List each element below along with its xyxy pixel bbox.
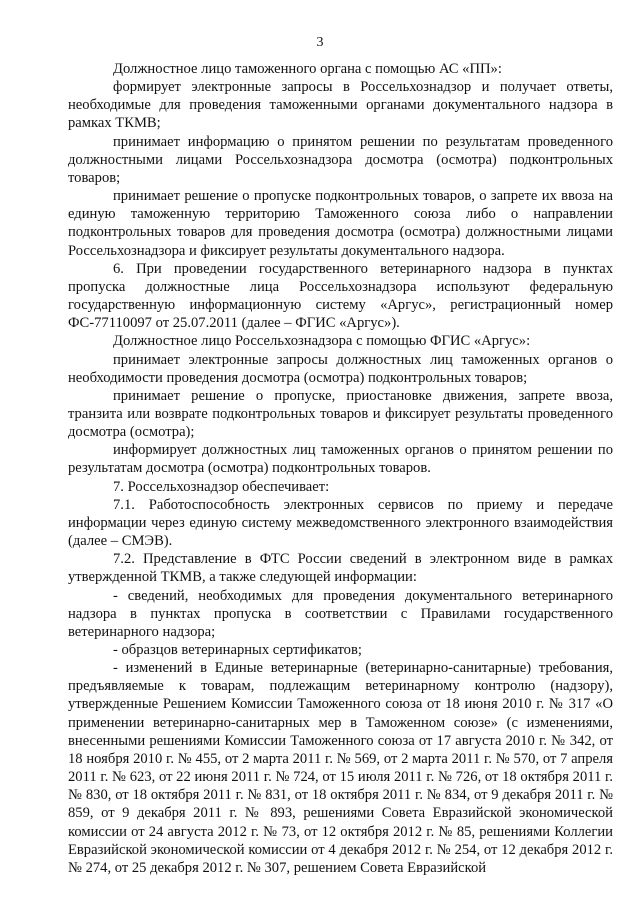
paragraph: - сведений, необходимых для проведения документального ветеринарного надзора в пунктах пропуска в соответствии с Правилами государственного ветеринарного надзора; [68,587,613,640]
paragraph: информирует должностных лиц таможенных органов о принятом решении по результатам досмотра (осмотра) подконтрольных товаров. [68,442,613,477]
paragraph: - образцов ветеринарных сертификатов; [113,642,362,658]
paragraph: принимает информацию о принятом решении по результатам проведенного должностными лицами Россельхознадзора досмотра (осмотра) подконтрольных товаров; [68,133,613,186]
paragraph: принимает электронные запросы должностных лиц таможенных органов о необходимости проведения досмотра (осмотра) подконтрольных товаров; [68,351,613,386]
document-body [68,60,613,877]
paragraph: принимает решение о пропуске, приостановке движения, запрете ввоза, транзита или возврате подконтрольных товаров и фиксирует результаты проведенного досмотра (осмотра); [68,387,613,441]
paragraph: 7.1. Работоспособность электронных сервисов по приему и передаче информации через единую систему межведомственного электронного взаимодействия (далее – СМЭВ). [68,496,613,550]
paragraph: 6. При проведении государственного ветеринарного надзора в пунктах пропуска должностные лица Россельхознадзора используют федеральную государственную информационную систему «Аргус», регистрационный номер ФС-77110097 от 25.07.2011 (далее – ФГИС «Аргус»). [68,260,613,332]
paragraph: 7. Россельхознадзор обеспечивает: [113,478,330,495]
paragraph: формирует электронные запросы в Россельхознадзор и получает ответы, необходимые для проведения таможенными органами документального надзора в рамках ТКМВ; [68,79,613,132]
paragraph: Должностное лицо Россельхознадзора с помощью ФГИС «Аргус»: [113,333,531,350]
paragraph: Должностное лицо таможенного органа с помощью АС «ПП»: [113,61,502,77]
paragraph: - изменений в Единые ветеринарные (ветеринарно-санитарные) требования, предъявляемые к товарам, подлежащим ветеринарному контролю (надзору), утвержденные Решением Комиссии Таможенного союза от 18 июня 2010 г. № 317 «О применении ветеринарно-санитарных мер в Таможенном союзе» (с изменениями, внесенными решениями Комиссии Таможенного союза от 17 августа 2010 г. № 342, от 18 ноября 2010 г. № 455, от 2 марта 2011 г. № 569, от 2 марта 2011 г. № 570, от 7 апреля 2011 г. № 623, от 22 июня 2011 г. № 724, от 15 июля 2011 г. № 726, от 18 октября 2011 г. № 830, от 18 октября 2011 г. № 831, от 18 октября 2011 г. № 834, от 9 декабря 2011 г. № 859, от 9 декабря 2011 г. № 893, решениями Совета Евразийской экономической комиссии от 24 августа 2012 г. № 73, от 12 октября 2012 г. № 85, решениями Коллегии Евразийской экономической комиссии от 4 декабря 2012 г. № 254, от 12 декабря 2012 г. № 274, от 25 декабря 2012 г. № 307, решением Совета Евразийской [68,660,613,876]
paragraph: 7.2. Представление в ФТС России сведений в электронном виде в рамках утвержденной ТКМВ, а также следующей информации: [68,551,613,586]
paragraph: принимает решение о пропуске подконтрольных товаров, о запрете их ввоза на единую таможенную территорию Таможенного союза либо о направлении подконтрольных товаров для проведения досмотра (осмотра) должностными лицами Россельхознадзора и фиксирует результаты документального надзора. [68,188,613,259]
page-number: 3 [316,35,324,50]
